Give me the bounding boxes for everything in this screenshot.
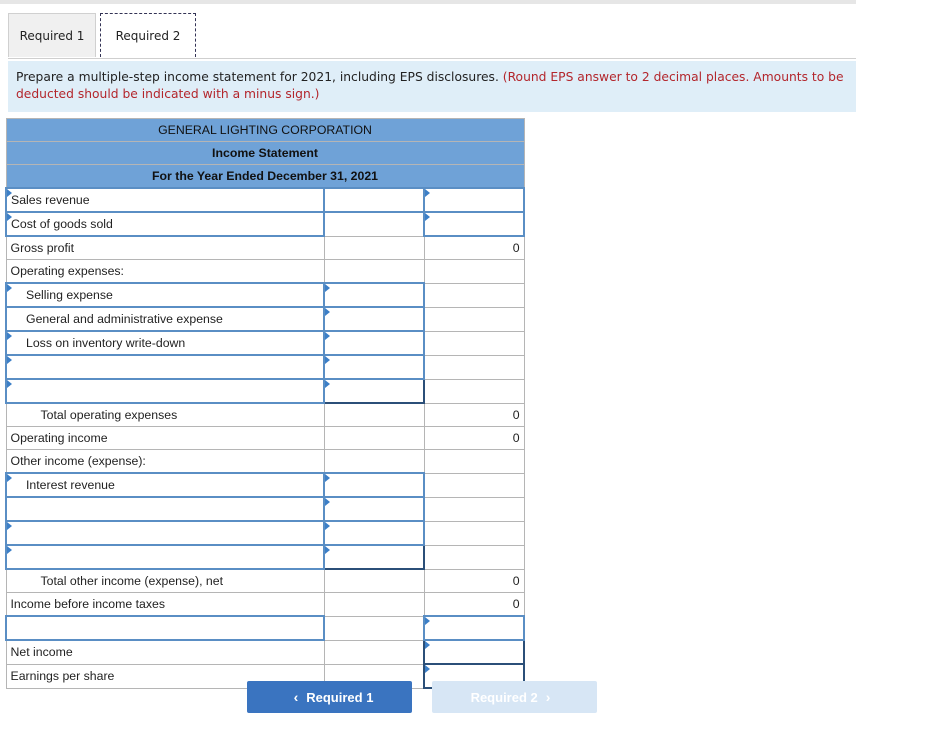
gross-profit-value: 0 — [424, 236, 524, 260]
operating-income-label: Operating income — [6, 427, 324, 450]
other-extra-amount-input-3[interactable] — [324, 545, 424, 569]
instructions-note: (Round EPS answer to 2 decimal places. Amounts to be deducted should be indicated with a minus sign.) — [16, 70, 844, 101]
empty-cell — [324, 616, 424, 640]
other-extra-label-input-3[interactable] — [6, 545, 324, 569]
other-extra-amount-input-2[interactable] — [324, 521, 424, 545]
table-row — [6, 188, 524, 212]
other-extra-label-input-1[interactable] — [6, 497, 324, 521]
loss-writedown-label-input[interactable]: Loss on inventory write-down — [6, 331, 324, 355]
operating-income-value: 0 — [424, 427, 524, 450]
interest-revenue-label-input[interactable]: Interest revenue — [6, 473, 324, 497]
instructions-panel — [8, 61, 856, 112]
other-extra-label-input-2[interactable] — [6, 521, 324, 545]
total-other-income-label: Total other income (expense), net — [6, 569, 324, 593]
table-row — [6, 450, 524, 474]
empty-cell — [324, 450, 424, 474]
net-income-input[interactable] — [424, 640, 524, 664]
table-row — [6, 283, 524, 307]
chevron-left-icon: ‹ — [293, 689, 299, 705]
income-statement-table — [5, 118, 525, 689]
table-row — [6, 260, 524, 284]
company-name: GENERAL LIGHTING CORPORATION — [6, 119, 524, 142]
eps-label: Earnings per share — [6, 664, 324, 688]
empty-cell — [424, 521, 524, 545]
prev-button[interactable] — [247, 681, 412, 713]
empty-cell — [324, 593, 424, 617]
empty-cell — [424, 473, 524, 497]
empty-cell — [424, 331, 524, 355]
table-row — [6, 616, 524, 640]
tax-amount-input[interactable] — [424, 616, 524, 640]
table-row — [6, 640, 524, 664]
tab-required-1[interactable]: Required 1 — [8, 13, 96, 57]
cogs-amount-cell — [324, 212, 424, 236]
empty-cell — [424, 379, 524, 403]
empty-cell — [424, 283, 524, 307]
empty-cell — [324, 260, 424, 284]
sales-amount-input[interactable] — [324, 188, 424, 212]
statement-title: Income Statement — [6, 142, 524, 165]
empty-cell — [424, 260, 524, 284]
prev-button-label: Required 1 — [306, 689, 374, 705]
ga-expense-amount-input[interactable] — [324, 307, 424, 331]
other-income-heading: Other income (expense): — [6, 450, 324, 474]
table-row — [6, 236, 524, 260]
statement-period: For the Year Ended December 31, 2021 — [6, 165, 524, 189]
table-row — [6, 427, 524, 450]
opex-extra-label-input-1[interactable] — [6, 355, 324, 379]
opex-extra-amount-input-1[interactable] — [324, 355, 424, 379]
interest-revenue-amount-input[interactable] — [324, 473, 424, 497]
empty-cell — [424, 355, 524, 379]
empty-cell — [324, 569, 424, 593]
tab-divider — [8, 58, 856, 59]
tax-label-input[interactable] — [6, 616, 324, 640]
empty-cell — [324, 427, 424, 450]
empty-cell — [424, 307, 524, 331]
cogs-total-input[interactable] — [424, 212, 524, 236]
next-button-label: Required 2 — [470, 689, 538, 705]
ga-expense-label-input[interactable]: General and administrative expense — [6, 307, 324, 331]
opex-extra-label-input-2[interactable] — [6, 379, 324, 403]
cogs-label-input[interactable]: Cost of goods sold — [6, 212, 324, 236]
selling-expense-label-input[interactable]: Selling expense — [6, 283, 324, 307]
empty-cell — [424, 545, 524, 569]
selling-expense-amount-input[interactable] — [324, 283, 424, 307]
chevron-right-icon: › — [545, 689, 551, 705]
opex-extra-amount-input-2[interactable] — [324, 379, 424, 403]
instructions-text: Prepare a multiple-step income statement for 2021, including EPS disclosures. — [16, 70, 503, 84]
empty-cell — [424, 497, 524, 521]
next-button[interactable] — [432, 681, 597, 713]
income-before-taxes-label: Income before income taxes — [6, 593, 324, 617]
tab-required-2[interactable]: Required 2 — [100, 13, 196, 57]
total-operating-expenses-value: 0 — [424, 403, 524, 427]
table-row — [6, 331, 524, 355]
empty-cell — [424, 450, 524, 474]
total-operating-expenses-label: Total operating expenses — [6, 403, 324, 427]
table-row — [6, 545, 524, 569]
top-bar — [0, 0, 856, 4]
table-row — [6, 403, 524, 427]
gross-profit-amount-cell — [324, 236, 424, 260]
table-row — [6, 307, 524, 331]
total-other-income-value: 0 — [424, 569, 524, 593]
gross-profit-label: Gross profit — [6, 236, 324, 260]
table-row — [6, 473, 524, 497]
loss-writedown-amount-input[interactable] — [324, 331, 424, 355]
table-row — [6, 521, 524, 545]
table-row — [6, 212, 524, 236]
table-row — [6, 355, 524, 379]
sales-total-input[interactable] — [424, 188, 524, 212]
other-extra-amount-input-1[interactable] — [324, 497, 424, 521]
table-row — [6, 497, 524, 521]
table-row — [6, 569, 524, 593]
net-income-label: Net income — [6, 640, 324, 664]
empty-cell — [324, 403, 424, 427]
table-row — [6, 379, 524, 403]
sales-label-input[interactable]: Sales revenue — [6, 188, 324, 212]
income-before-taxes-value: 0 — [424, 593, 524, 617]
empty-cell — [324, 640, 424, 664]
operating-expenses-heading: Operating expenses: — [6, 260, 324, 284]
table-row — [6, 593, 524, 617]
